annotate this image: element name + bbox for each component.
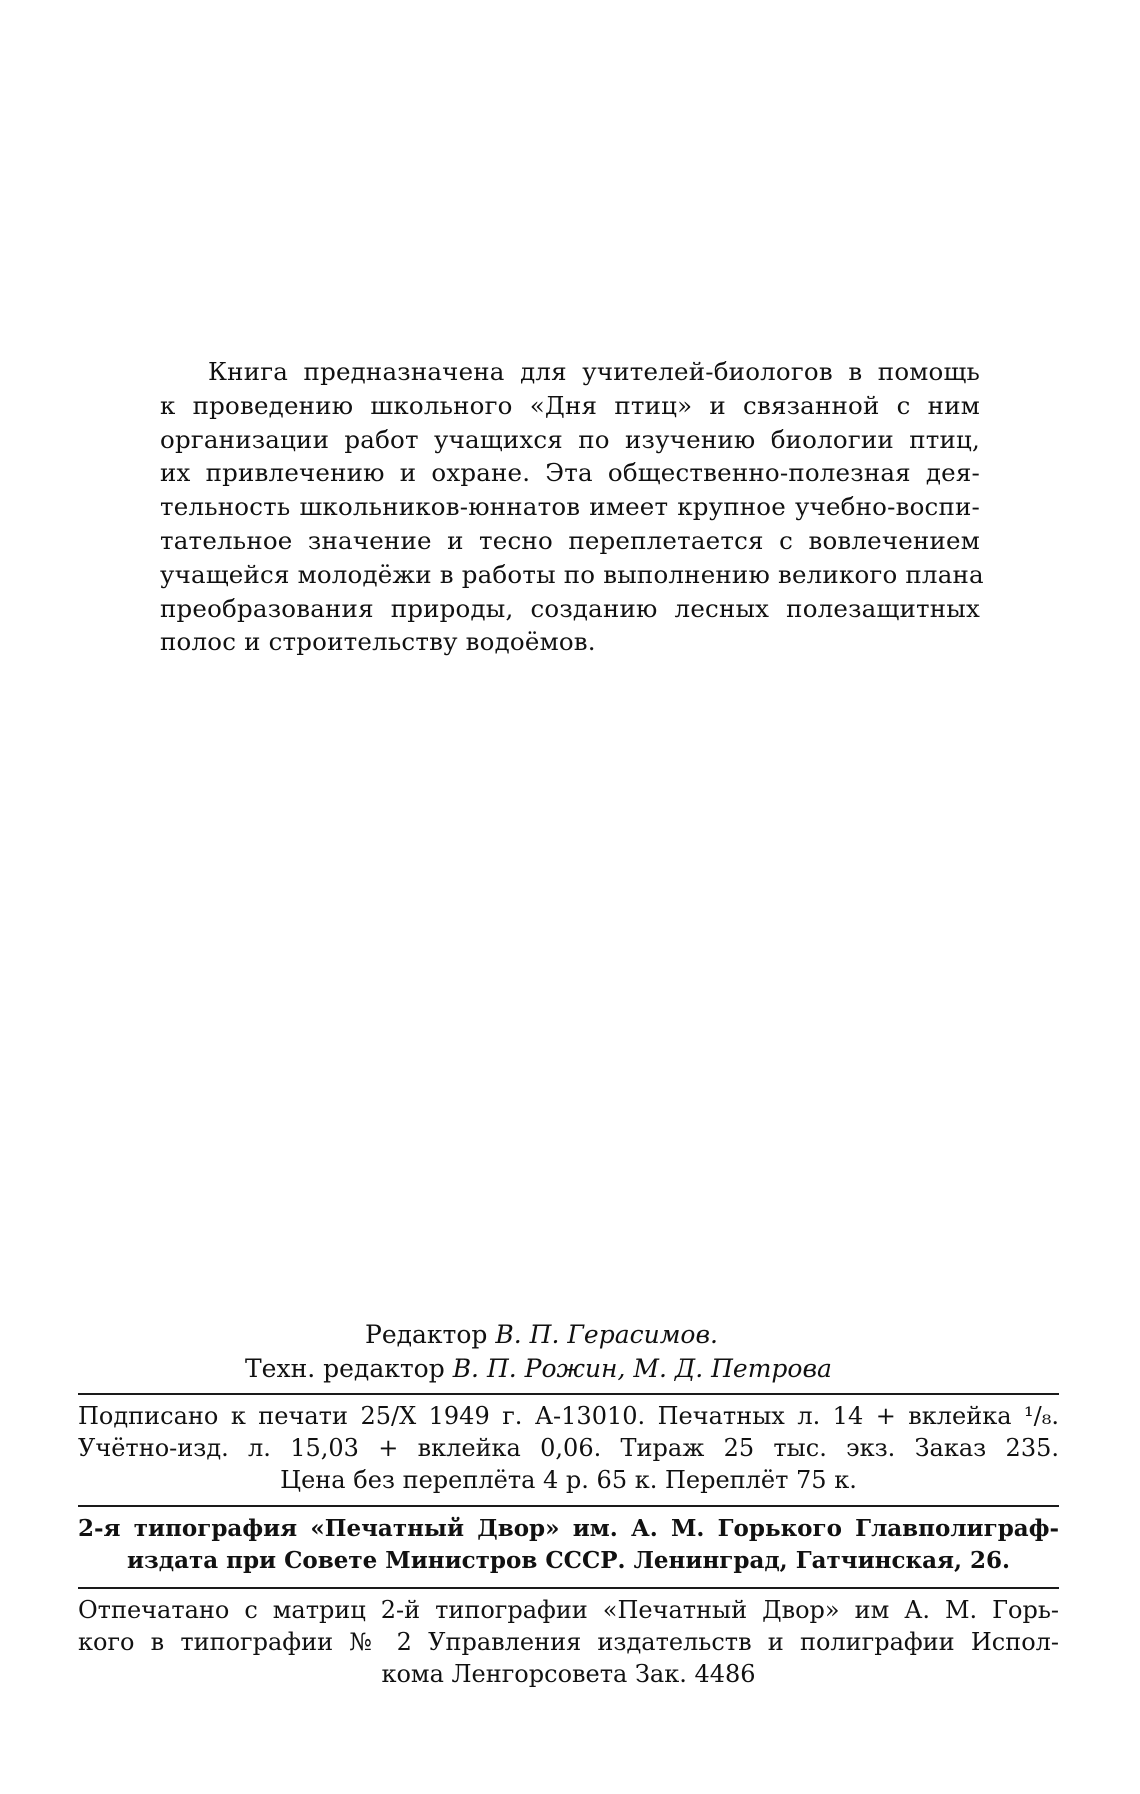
editors-credits (0, 1318, 1140, 1386)
divider-rule (78, 1505, 1059, 1507)
annotation-line: тательное значение и тесно переплетается с вовлечением (160, 525, 980, 555)
reprint-block (78, 1594, 1059, 1690)
tech-editor-names: В. П. Рожин, М. Д. Петрова (452, 1354, 832, 1383)
reprint-line: кого в типографии № 2 Управления издательств и полиграфии Испол- (78, 1628, 1059, 1656)
price-line: Цена без переплёта 4 р. 65 к. Переплёт 75 к. (280, 1466, 857, 1494)
reprint-line: кома Ленгорсовета Зак. 4486 (381, 1660, 756, 1688)
annotation-line: учащейся молодёжи в работы по выполнению великого плана (160, 559, 984, 589)
annotation-line: Книга предназначена для учителей-биологов в помощь (208, 357, 980, 386)
annotation-line: организации работ учащихся по изучению биологии птиц, (160, 424, 980, 454)
reprint-line: Отпечатано с матриц 2-й типографии «Печатный Двор» им А. М. Горь- (78, 1596, 1059, 1624)
print-info-line: Учётно-изд. л. 15,03 + вклейка 0,06. Тираж 25 тыс. экз. Заказ 235. (78, 1434, 1059, 1462)
print-info-block (78, 1400, 1059, 1496)
tech-editor-credit (0, 1352, 1140, 1386)
print-info-line: Подписано к печати 25/X 1949 г. А-13010. Печатных л. 14 + вклейка ¹/₈. (78, 1402, 1059, 1430)
tech-editor-label: Техн. редактор (245, 1354, 445, 1383)
annotation-line: их привлечению и охране. Эта общественно-полезная дея- (160, 458, 980, 488)
annotation-line: к проведению школьного «Дня птиц» и связанной с ним (160, 390, 980, 420)
annotation-line: полос и строительству водоёмов. (160, 627, 596, 657)
printer-block (78, 1513, 1059, 1577)
printer-line: издата при Совете Министров СССР. Ленинград, Гатчинская, 26. (127, 1547, 1010, 1574)
printer-line: 2-я типография «Печатный Двор» им. А. М. Горького Главполиграф- (78, 1515, 1059, 1542)
book-annotation (160, 355, 984, 659)
editor-credit (0, 1318, 1140, 1352)
annotation-line: преобразования природы, созданию лесных полезащитных (160, 593, 980, 623)
annotation-line: тельность школьников-юннатов имеет крупное учебно-воспи- (160, 492, 980, 522)
editor-name: В. П. Герасимов. (495, 1320, 718, 1349)
divider-rule (78, 1587, 1059, 1589)
editor-label: Редактор (365, 1320, 488, 1349)
divider-rule (78, 1393, 1059, 1395)
